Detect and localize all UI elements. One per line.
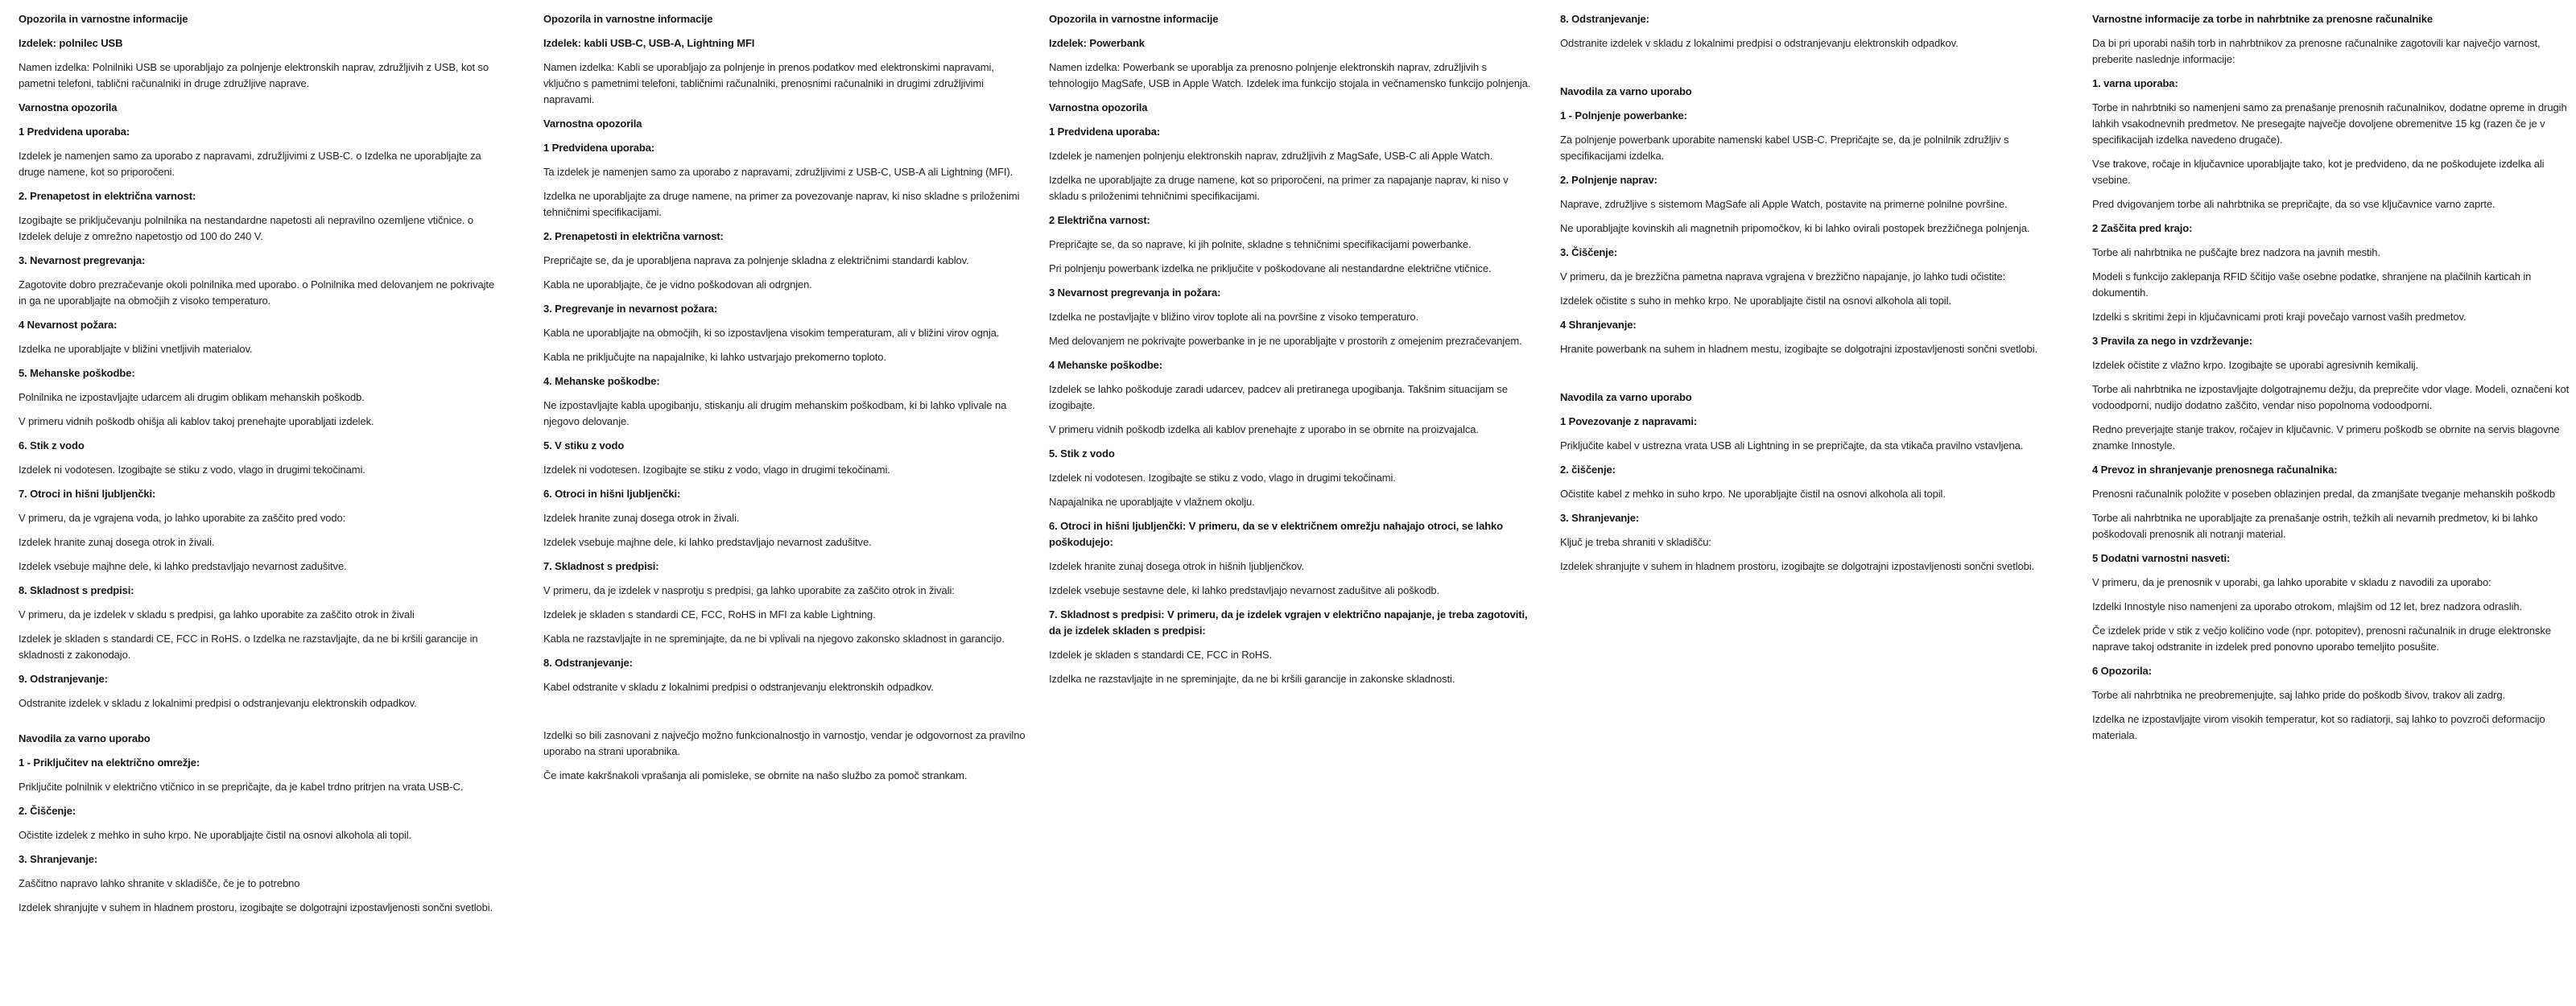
section-heading: Varnostne informacije za torbe in nahrbtnike za prenosne računalnike — [2092, 13, 2434, 25]
column-powerbank — [1049, 11, 1532, 695]
section-heading: Varnostna opozorila — [1049, 101, 1148, 113]
section-heading: 3. Shranjevanje: — [1560, 512, 1640, 524]
section-heading: 7. Skladnost s predpisi: — [543, 560, 659, 572]
paragraph: V primeru, da je brezžična pametna naprava vgrajena v brezžično napajanje, jo lahko tudi očistite: — [1560, 270, 2006, 282]
paragraph: Priključite kabel v ustrezna vrata USB ali Lightning in se prepričajte, da sta vtikača pravilno vstavljena. — [1560, 439, 2024, 451]
paragraph: Izdelek hranite zunaj dosega otrok in hišnih ljubljenčkov. — [1049, 560, 1304, 572]
section-heading: Varnostna opozorila — [19, 101, 118, 113]
paragraph: Odstranite izdelek v skladu z lokalnimi predpisi o odstranjevanju elektronskih odpadkov. — [19, 697, 417, 709]
spacer — [19, 719, 502, 731]
section-heading: 5. V stiku z vodo — [543, 439, 625, 451]
paragraph: V primeru, da je izdelek v nasprotju s predpisi, ga lahko uporabite za zaščito otrok in živali: — [543, 584, 955, 596]
section-heading: 1 Predvidena uporaba: — [1049, 126, 1161, 138]
paragraph: Zagotovite dobro prezračevanje okoli polnilnika med uporabo. o Polnilnika med delovanjem ne pokrivajte in ga ne uporabljajte na območjih z visoko temperaturo. — [19, 278, 495, 307]
paragraph: Torbe ali nahrbtnika ne puščajte brez nadzora na javnih mestih. — [2092, 246, 2380, 258]
section-heading: Izdelek: polnilec USB — [19, 37, 123, 49]
section-heading: 5. Stik z vodo — [1049, 447, 1115, 460]
section-heading: 4 Prevoz in shranjevanje prenosnega računalnika: — [2092, 464, 2338, 476]
paragraph: Odstranite izdelek v skladu z lokalnimi predpisi o odstranjevanju elektronskih odpadkov. — [1560, 37, 1959, 49]
section-heading: 3. Pregrevanje in nevarnost požara: — [543, 303, 718, 315]
paragraph: Izdelek očistite s suho in mehko krpo. Ne uporabljajte čistil na osnovi alkohola ali topil. — [1560, 295, 1951, 307]
section-heading: 6. Otroci in hišni ljubljenčki: V primeru, da se v električnem omrežju nahajajo otroci, se lahko poškodujejo: — [1049, 520, 1504, 548]
section-heading: 1 Predvidena uporaba: — [19, 126, 130, 138]
paragraph: Hranite powerbank na suhem in hladnem mestu, izogibajte se dolgotrajni izpostavljenosti sončni svetlobi. — [1560, 343, 2037, 355]
section-heading: Navodila za varno uporabo — [1560, 391, 1692, 403]
paragraph: Ne izpostavljajte kabla upogibanju, stiskanju ali drugim mehanskim poškodbam, ki bi lahko vplivale na njegovo delovanje. — [543, 399, 1007, 427]
section-heading: Izdelek: Powerbank — [1049, 37, 1145, 49]
section-heading: 6. Otroci in hišni ljubljenčki: — [543, 488, 681, 500]
paragraph: Zaščitno napravo lahko shranite v skladišče, če je to potrebno — [19, 877, 300, 889]
paragraph: Namen izdelka: Powerbank se uporablja za prenosno polnjenje elektronskih naprav, združljivih s tehnologijo MagSafe, USB in Apple Watch. Izdelek ima funkcijo stojala in večnamensko funkcijo polnjenja. — [1049, 61, 1531, 89]
paragraph: Napajalnika ne uporabljajte v vlažnem okolju. — [1049, 496, 1255, 508]
paragraph: Med delovanjem ne pokrivajte powerbanke in je ne uporabljajte v prostorih z omejenim prezračevanjem. — [1049, 335, 1522, 347]
paragraph: Naprave, združljive s sistemom MagSafe ali Apple Watch, postavite na primerne polnilne površine. — [1560, 198, 2008, 210]
paragraph: Izdelek ni vodotesen. Izogibajte se stiku z vodo, vlago in drugimi tekočinami. — [543, 464, 890, 476]
section-heading: 8. Odstranjevanje: — [1560, 13, 1649, 25]
paragraph: Izdelka ne uporabljajte v bližini vnetljivih materialov. — [19, 343, 253, 355]
section-heading: 6 Opozorila: — [2092, 665, 2152, 677]
paragraph: Izdelek je namenjen polnjenju elektronskih naprav, združljivih z MagSafe, USB-C ali Apple Watch. — [1049, 150, 1493, 162]
paragraph: V primeru, da je vgrajena voda, jo lahko uporabite za zaščito pred vodo: — [19, 512, 346, 524]
paragraph: Kabla ne uporabljajte na območjih, ki so izpostavljena visokim temperaturam, ali v bližini virov ognja. — [543, 327, 1000, 339]
paragraph: Izdelek je skladen s standardi CE, FCC in RoHS. — [1049, 649, 1273, 661]
paragraph: Kabla ne uporabljajte, če je vidno poškodovan ali odrgnjen. — [543, 278, 812, 291]
section-heading: 4 Mehanske poškodbe: — [1049, 359, 1163, 371]
paragraph: Pred dvigovanjem torbe ali nahrbtnika se prepričajte, da so vse ključavnice varno zaprte. — [2092, 198, 2496, 210]
section-heading: 3. Čiščenje: — [1560, 246, 1618, 258]
paragraph: Pri polnjenju powerbank izdelka ne priključite v poškodovane ali nestandardne električne vtičnice. — [1049, 262, 1492, 274]
paragraph: V primeru, da je prenosnik v uporabi, ga lahko uporabite v skladu z navodili za uporabo: — [2092, 576, 2491, 588]
paragraph: Izdelek ni vodotesen. Izogibajte se stiku z vodo, vlago in drugimi tekočinami. — [19, 464, 365, 476]
paragraph: Izdelka ne izpostavljajte virom visokih temperatur, kot so radiatorji, saj lahko to povzroči deformacijo materiala. — [2092, 713, 2545, 741]
paragraph: Če imate kakršnakoli vprašanja ali pomisleke, se obrnite na našo službo za pomoč strankam. — [543, 769, 968, 781]
paragraph: Ta izdelek je namenjen samo za uporabo z napravami, združljivimi z USB-C, USB-A ali Lightning (MFI). — [543, 166, 1013, 178]
section-heading: 2. Polnjenje naprav: — [1560, 174, 1657, 186]
paragraph: Prepričajte se, da je uporabljena naprava za polnjenje skladna z električnimi standardi kablov. — [543, 254, 969, 266]
paragraph: Prenosni računalnik položite v poseben oblazinjen predal, da zmanjšate tveganje mehanskih poškodb — [2092, 488, 2555, 500]
paragraph: Izdelka ne postavljajte v bližino virov toplote ali na površine z visoko temperaturo. — [1049, 311, 1419, 323]
paragraph: Polnilnika ne izpostavljajte udarcem ali drugim oblikam mehanskih poškodb. — [19, 391, 365, 403]
paragraph: Izdelka ne uporabljajte za druge namene, kot so priporočeni, na primer za napajanje naprav, ki niso v skladu s priloženimi tehničnimi specifikacijami. — [1049, 174, 1509, 202]
section-heading: 1 - Priključitev na električno omrežje: — [19, 757, 200, 769]
paragraph: Očistite kabel z mehko in suho krpo. Ne uporabljajte čistil na osnovi alkohola ali topil. — [1560, 488, 1946, 500]
paragraph: Kabla ne priključujte na napajalnike, ki lahko ustvarjajo prekomerno toploto. — [543, 351, 886, 363]
paragraph: Izdelek je namenjen samo za uporabo z napravami, združljivimi z USB-C. o Izdelka ne uporabljajte za druge namene, kot so priporočeni. — [19, 150, 481, 178]
section-heading: 4 Nevarnost požara: — [19, 319, 118, 331]
paragraph: Izdelek shranjujte v suhem in hladnem prostoru, izogibajte se dolgotrajni izpostavljenosti sončni svetlobi. — [1560, 560, 2035, 572]
paragraph: Torbe ali nahrbtnika ne uporabljajte za prenašanje ostrih, težkih ali nevarnih predmetov, ki bi lahko poškodovali prenosnik ali notranji material. — [2092, 512, 2538, 540]
paragraph: Izdelka ne razstavljajte in ne spreminjajte, da ne bi kršili garancije in zakonske skladnosti. — [1049, 673, 1455, 685]
column-cables — [543, 11, 1026, 792]
paragraph: Ključ je treba shraniti v skladišču: — [1560, 536, 1711, 548]
section-heading: 2 Zaščita pred krajo: — [2092, 222, 2193, 234]
paragraph: Torbe ali nahrbtnika ne izpostavljajte dolgotrajnemu dežju, da preprečite vdor vlage. Modeli, označeni kot vodoodporni, nudijo dodatno zaščito, vendar niso popolnoma vodoodporni. — [2092, 383, 2570, 411]
paragraph: Izogibajte se priključevanju polnilnika na nestandardne napetosti ali nepravilno ozemljene vtičnice. o Izdelek deluje z omrežno napetostjo od 100 do 240 V. — [19, 214, 474, 242]
paragraph: Izdelki s skritimi žepi in ključavnicami proti kraji povečajo varnost vaših predmetov. — [2092, 311, 2467, 323]
section-heading: 1 Povezovanje z napravami: — [1560, 415, 1698, 427]
section-heading: Varnostna opozorila — [543, 118, 642, 130]
paragraph: Redno preverjajte stanje trakov, ročajev in ključavnic. V primeru poškodb se obrnite na servis blagovne znamke Innostyle. — [2092, 423, 2560, 451]
paragraph: Namen izdelka: Polnilniki USB se uporabljajo za polnjenje elektronskih naprav, združljivih z USB, kot so pametni telefoni, tablični računalniki in druge združljive naprave. — [19, 61, 489, 89]
section-heading: 8. Skladnost s predpisi: — [19, 584, 134, 596]
paragraph: Namen izdelka: Kabli se uporabljajo za polnjenje in prenos podatkov med elektronskimi napravami, vključno s pametnimi telefoni, tabličnimi računalniki, prenosnimi računalniki in drugimi združljivimi napravami. — [543, 61, 994, 105]
paragraph: Izdelek hranite zunaj dosega otrok in živali. — [19, 536, 215, 548]
section-heading: Navodila za varno uporabo — [1560, 85, 1692, 97]
section-heading: 8. Odstranjevanje: — [543, 657, 633, 669]
section-heading: 3 Nevarnost pregrevanja in požara: — [1049, 287, 1221, 299]
paragraph: V primeru vidnih poškodb ohišja ali kablov takoj prenehajte uporabljati izdelek. — [19, 415, 374, 427]
section-heading: 4 Shranjevanje: — [1560, 319, 1637, 331]
section-heading: 7. Otroci in hišni ljubljenčki: — [19, 488, 156, 500]
section-heading: 6. Stik z vodo — [19, 439, 85, 451]
section-heading: 2. Čiščenje: — [19, 805, 76, 817]
section-heading: Izdelek: kabli USB-C, USB-A, Lightning MFI — [543, 37, 755, 49]
spacer — [1560, 60, 2055, 84]
paragraph: Izdelek vsebuje majhne dele, ki lahko predstavljajo nevarnost zadušitve. — [543, 536, 872, 548]
paragraph: Izdelki so bili zasnovani z največjo možno funkcionalnostjo in varnostjo, vendar je odgovornost za pravilno uporabo na strani uporabnika. — [543, 729, 1026, 757]
column-powerbank-and-cable-usage — [1560, 11, 2055, 583]
paragraph: Torbe ali nahrbtnika ne preobremenjujte, saj lahko pride do poškodb šivov, trakov ali zadrg. — [2092, 689, 2506, 701]
section-heading: 1 - Polnjenje powerbanke: — [1560, 109, 1687, 122]
paragraph: Torbe in nahrbtniki so namenjeni samo za prenašanje prenosnih računalnikov, dodatne opreme in drugih lahkih vsakodnevnih predmetov. Ne presegajte največje dovoljene obremenitve 15 kg (razen če je v specifikacijah izdelka navedeno drugače). — [2092, 101, 2567, 146]
spacer — [543, 703, 1026, 728]
paragraph: Da bi pri uporabi naših torb in nahrbtnikov za prenosne računalnike zagotovili kar največjo varnost, preberite naslednje informacije: — [2092, 37, 2541, 65]
section-heading: 5. Mehanske poškodbe: — [19, 367, 135, 379]
paragraph: Priključite polnilnik v električno vtičnico in se prepričajte, da je kabel trdno pritrjen na vrata USB-C. — [19, 781, 464, 793]
section-heading: 3. Shranjevanje: — [19, 853, 98, 865]
section-heading: Navodila za varno uporabo — [19, 732, 151, 744]
section-heading: 1. varna uporaba: — [2092, 77, 2178, 89]
paragraph: Izdelek shranjujte v suhem in hladnem prostoru, izogibajte se dolgotrajni izpostavljenosti sončni svetlobi. — [19, 901, 493, 913]
paragraph: Ne uporabljajte kovinskih ali magnetnih pripomočkov, ki bi lahko ovirali postopek brezžičnega polnjenja. — [1560, 222, 2030, 234]
paragraph: V primeru vidnih poškodb izdelka ali kablov prenehajte z uporabo in se obrnite na proizvajalca. — [1049, 423, 1479, 435]
spacer — [1560, 365, 2055, 390]
paragraph: Očistite izdelek z mehko in suho krpo. Ne uporabljajte čistil na osnovi alkohola ali topil. — [19, 829, 412, 841]
paragraph: Kabla ne razstavljajte in ne spreminjajte, da ne bi vplivali na njegovo zakonsko skladnost in garancijo. — [543, 633, 1005, 645]
section-heading: 2. Prenapetost in električna varnost: — [19, 190, 196, 202]
section-heading: 1 Predvidena uporaba: — [543, 142, 655, 154]
paragraph: Izdelka ne uporabljajte za druge namene, na primer za povezovanje naprav, ki niso skladne s priloženimi tehničnimi specifikacijami. — [543, 190, 1020, 218]
section-heading: 9. Odstranjevanje: — [19, 673, 108, 685]
paragraph: Izdelek vsebuje sestavne dele, ki lahko predstavljajo nevarnost zadušitve ali poškodb. — [1049, 584, 1439, 596]
paragraph: Izdelek očistite z vlažno krpo. Izogibajte se uporabi agresivnih kemikalij. — [2092, 359, 2419, 371]
paragraph: Če izdelek pride v stik z večjo količino vode (npr. potopitev), prenosni računalnik in druge elektronske naprave takoj odstranite in izdelek pred ponovno uporabo temeljito posušite. — [2092, 625, 2551, 653]
section-heading: 2 Električna varnost: — [1049, 214, 1150, 226]
section-heading: 4. Mehanske poškodbe: — [543, 375, 660, 387]
paragraph: Izdelek ni vodotesen. Izogibajte se stiku z vodo, vlago in drugimi tekočinami. — [1049, 472, 1396, 484]
paragraph: Izdelek je skladen s standardi CE, FCC in RoHS. o Izdelka ne razstavljajte, da ne bi kršili garancije in skladnosti z zakonodajo. — [19, 633, 478, 661]
section-heading: Opozorila in varnostne informacije — [1049, 13, 1219, 25]
paragraph: Izdelek je skladen s standardi CE, FCC, RoHS in MFI za kable Lightning. — [543, 608, 876, 621]
column-usb-charger — [19, 11, 502, 924]
column-laptop-bags — [2092, 11, 2574, 752]
paragraph: Za polnjenje powerbank uporabite namenski kabel USB-C. Prepričajte se, da je polnilnik združljiv s specifikacijami izdelka. — [1560, 134, 2009, 162]
section-heading: Opozorila in varnostne informacije — [19, 13, 188, 25]
section-heading: 3. Nevarnost pregrevanja: — [19, 254, 146, 266]
paragraph: Kabel odstranite v skladu z lokalnimi predpisi o odstranjevanju elektronskih odpadkov. — [543, 681, 934, 693]
paragraph: Prepričajte se, da so naprave, ki jih polnite, skladne s tehničnimi specifikacijami powerbanke. — [1049, 238, 1472, 250]
paragraph: Izdelek hranite zunaj dosega otrok in živali. — [543, 512, 740, 524]
section-heading: 2. Prenapetosti in električna varnost: — [543, 230, 724, 242]
paragraph: Vse trakove, ročaje in ključavnice uporabljajte tako, kot je predvideno, da ne poškodujete izdelka ali vsebine. — [2092, 158, 2545, 186]
section-heading: 5 Dodatni varnostni nasveti: — [2092, 552, 2231, 564]
paragraph: Izdelek se lahko poškoduje zaradi udarcev, padcev ali pretiranega upogibanja. Takšnim situacijam se izogibajte. — [1049, 383, 1508, 411]
paragraph: Modeli s funkcijo zaklepanja RFID ščitijo vaše osebne podatke, shranjene na plačilnih karticah in dokumentih. — [2092, 270, 2532, 299]
section-heading: 2. čiščenje: — [1560, 464, 1616, 476]
paragraph: Izdelek vsebuje majhne dele, ki lahko predstavljajo nevarnost zadušitve. — [19, 560, 347, 572]
section-heading: 7. Skladnost s predpisi: V primeru, da je izdelek vgrajen v električno napajanje, je treba zagotoviti, da je izdelek skladen s predpisi: — [1049, 608, 1528, 637]
paragraph: Izdelki Innostyle niso namenjeni za uporabo otrokom, mlajšim od 12 let, brez nadzora odraslih. — [2092, 600, 2522, 612]
section-heading: 3 Pravila za nego in vzdrževanje: — [2092, 335, 2253, 347]
paragraph: V primeru, da je izdelek v skladu s predpisi, ga lahko uporabite za zaščito otrok in živali — [19, 608, 415, 621]
section-heading: Opozorila in varnostne informacije — [543, 13, 713, 25]
